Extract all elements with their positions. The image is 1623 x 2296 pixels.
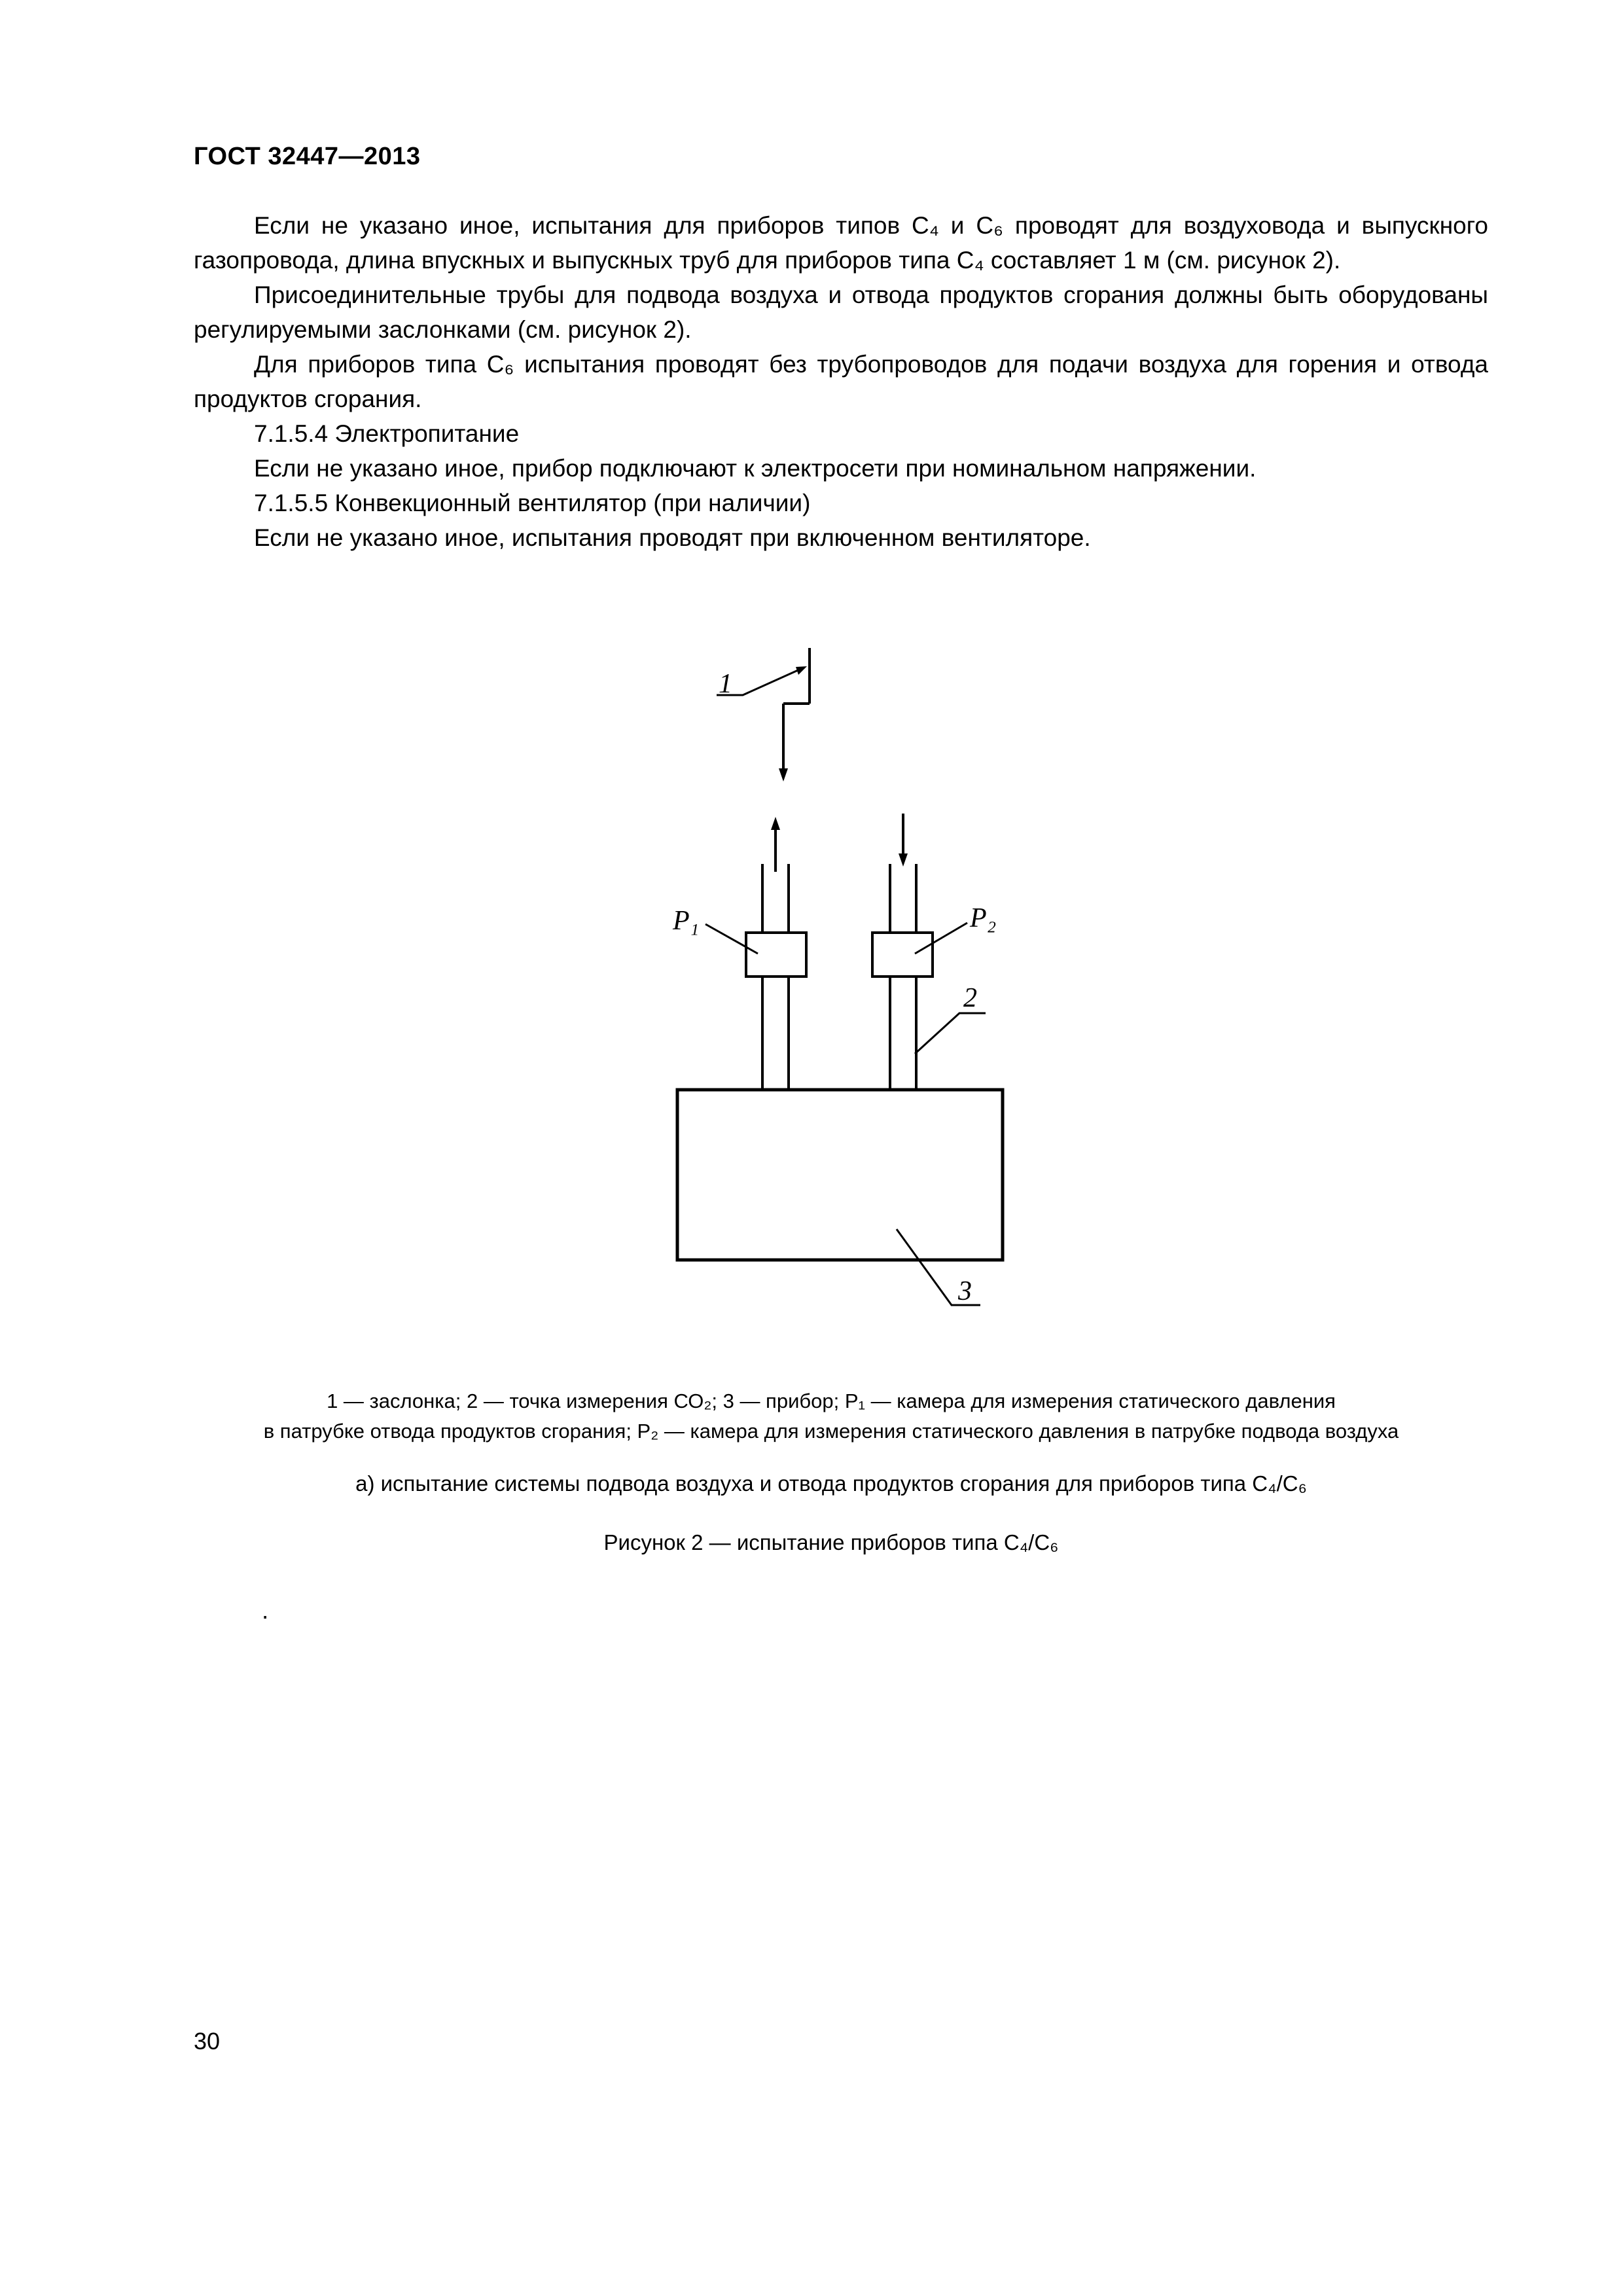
figure-caption-line1: 1 — заслонка; 2 — точка измерения СО₂; 3 — прибор; P₁ — камера для измерения статического давления [327, 1390, 1336, 1412]
body-text [194, 208, 1488, 555]
figure-title: Рисунок 2 — испытание приборов типа С₄/С₆ [603, 1530, 1059, 1554]
figure-caption [164, 1386, 1499, 1446]
appliance-rectangle [677, 1090, 1003, 1260]
callout-2-leader [915, 1013, 986, 1054]
paragraph-clause-heading: 7.1.5.4 Электропитание [254, 420, 520, 447]
document-header: ГОСТ 32447—2013 [194, 143, 421, 170]
stray-dot: . [262, 1597, 269, 1624]
paragraph: Если не указано иное, прибор подключают к электросети при номинальном напряжении. [254, 455, 1257, 482]
page-number: 30 [194, 2028, 221, 2054]
callout-2-label: 2 [963, 983, 977, 1013]
flue-up-arrow-icon [771, 817, 780, 872]
p2-label: P₂ [970, 903, 997, 933]
figure-subcaption: а) испытание системы подвода воздуха и отвода продуктов сгорания для приборов типа С₄/С₆ [355, 1471, 1307, 1496]
callout-1-label: 1 [719, 669, 732, 699]
air-down-arrow-icon [899, 814, 908, 867]
callout-1-arrowhead-icon [796, 666, 807, 675]
figure-caption-line2: в патрубке отвода продуктов сгорания; P₂ — камера для измерения статического давления в патрубке подвода воздуха [263, 1420, 1399, 1443]
paragraph: Присоединительные трубы для подвода воздуха и отвода продуктов сгорания должны быть оборудованы регулируемыми заслонками (см. рисунок 2). [194, 281, 1488, 343]
figure-diagram [622, 628, 1080, 1342]
paragraph-clause-heading: 7.1.5.5 Конвекционный вентилятор (при наличии) [254, 490, 811, 516]
paragraph: Для приборов типа С₆ испытания проводят без трубопроводов для подачи воздуха для горения и отвода продуктов сгорания. [194, 351, 1488, 412]
callout-3-label: 3 [958, 1276, 972, 1306]
down-arrowhead-icon [779, 768, 788, 781]
paragraph: Если не указано иное, испытания для приборов типов С₄ и С₆ проводят для воздуховода и выпускного газопровода, длина впускных и выпускных труб для приборов типа С₄ составляет 1 м (см. рисунок 2). [194, 212, 1488, 274]
paragraph: Если не указано иное, испытания проводят при включенном вентиляторе. [254, 524, 1091, 551]
p1-label: P₁ [673, 906, 700, 936]
chamber-p1-box [746, 933, 806, 977]
chamber-p2-box [872, 933, 933, 977]
